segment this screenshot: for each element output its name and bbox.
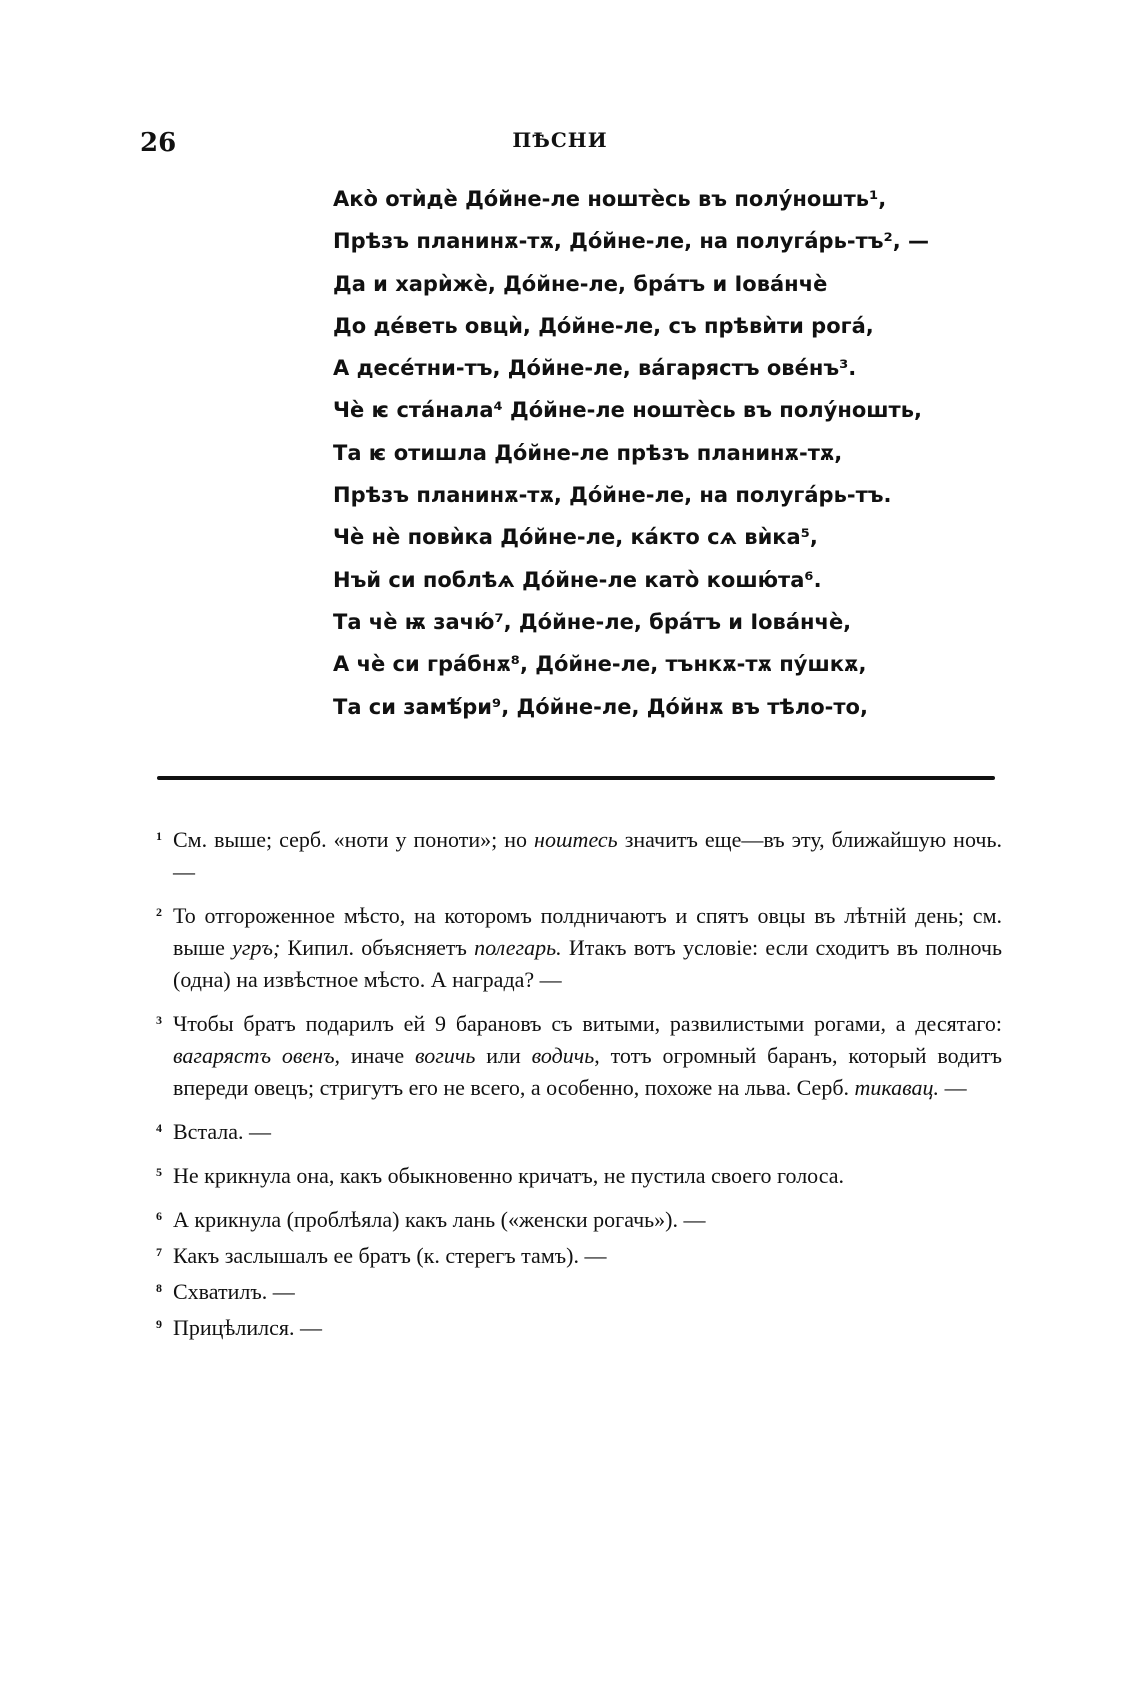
footnote-italic-term: тикавац.	[854, 1075, 940, 1100]
footnote	[156, 1116, 1002, 1148]
footnote-text: Чтобы братъ подарилъ ей 9 барановъ съ витыми, развилистыми рогами, а десятаго:	[173, 1011, 1002, 1036]
verse-line: Та си замѣ́ри⁹, До́йне-ле, До́йнѫ въ тѣло-то,	[333, 694, 868, 719]
verse-block	[333, 178, 933, 728]
footnote	[156, 824, 1002, 888]
footnote	[156, 1240, 1002, 1272]
footnote-text: Прицѣлился. —	[173, 1315, 322, 1340]
footnote	[156, 1204, 1002, 1236]
footnote-text: , тотъ огромный баранъ, который водитъ впереди овецъ; стригутъ его не всего, а особенно, похоже на льва. Серб.	[173, 1043, 1002, 1100]
verse-line: Да и харѝжѐ, До́йне-ле, брáтъ и Іова́нчѐ	[333, 271, 828, 296]
footnote-italic-term: вогичь	[414, 1043, 476, 1068]
footnote-text: Кипил. объясняетъ	[280, 935, 475, 960]
page-number: 26	[140, 128, 177, 158]
footnote-number: 3	[156, 1013, 162, 1027]
footnote-divider	[157, 776, 995, 780]
verse-line: Чѐ нѐ повѝка До́йне-ле, кáкто сѧ вѝка⁵,	[333, 525, 818, 550]
footnote-text: значитъ еще—въ эту, ближайшую ночь. —	[173, 827, 1002, 884]
footnote-text: Какъ заслышалъ ее братъ (к. стерегъ тамъ). —	[173, 1243, 607, 1268]
footnote	[156, 1312, 1002, 1344]
footnote-number: 9	[156, 1317, 162, 1331]
footnote-italic-term: угръ;	[232, 935, 281, 960]
verse-line: А десéтни-тъ, До́йне-ле, вáгарястъ овéнъ³.	[333, 356, 857, 381]
footnote-text: или	[475, 1043, 532, 1068]
footnote-text: То отгороженное мѣсто, на которомъ полдничаютъ и спятъ овцы въ лѣтній день; см. выше	[173, 903, 1002, 960]
running-head: ПѢСНИ	[512, 128, 608, 152]
verse-line: Ако̀ отѝдѐ До́йне-ле ноштѐсь въ полу́ношть¹,	[333, 187, 887, 211]
footnote-text: иначе	[340, 1043, 415, 1068]
footnote-text: См. выше; серб. «ноти у поноти»; но	[173, 827, 535, 852]
verse-line: Прѣзъ планинѫ-тѫ, До́йне-ле, на полугáрь-тъ², —	[333, 229, 930, 254]
footnote-text: Не крикнула она, какъ обыкновенно кричатъ, не пустила своего голоса.	[173, 1163, 845, 1188]
footnote-text: Встала. —	[173, 1119, 272, 1144]
verse-line: Та ѥ отишла До́йне-ле прѣзъ планинѫ-тѫ,	[333, 440, 843, 465]
footnote	[156, 1008, 1002, 1104]
footnote-italic-term: ноштесь	[534, 827, 618, 852]
verse-line: Чѐ ѥ стáнала⁴ До́йне-ле ноштѐсь въ полу́ношть,	[333, 398, 922, 423]
footnote	[156, 1276, 1002, 1308]
verse-line: А чѐ си грáбнѫ⁸, До́йне-ле, тънкѫ-тѫ пу́шкѫ,	[333, 652, 867, 677]
footnote	[156, 900, 1002, 996]
verse-line: Прѣзъ планинѫ-тѫ, До́йне-ле, на полугáрь-тъ.	[333, 483, 892, 508]
footnote-number: 6	[156, 1209, 162, 1223]
footnote-number: 5	[156, 1165, 162, 1179]
footnote-italic-term: водичь	[531, 1043, 595, 1068]
footnotes	[156, 824, 1002, 1348]
verse-line: До дéветь овцѝ, До́йне-ле, съ прѣвѝти рогá,	[333, 313, 874, 338]
footnote-italic-term: вагарястъ овенъ,	[173, 1043, 340, 1068]
footnote	[156, 1160, 1002, 1192]
footnote-number: 7	[156, 1245, 162, 1259]
footnote-number: 4	[156, 1121, 162, 1135]
verse-line: Та чѐ ѭ зачю́⁷, До́йне-ле, брáтъ и Іова́нчѐ,	[333, 609, 852, 634]
footnote-text: А крикнула (проблѣяла) какъ лань («женски рогачь»). —	[173, 1207, 706, 1232]
footnote-italic-term: полегарь.	[474, 935, 562, 960]
footnote-text: Итакъ вотъ условіе: если сходитъ въ полночь (одна) на извѣстное мѣсто. А награда? —	[173, 935, 1002, 992]
footnote-number: 2	[156, 905, 162, 919]
footnote-number: 1	[156, 829, 162, 843]
footnote-text: —	[939, 1075, 967, 1100]
footnote-text: Схватилъ. —	[173, 1279, 295, 1304]
footnote-number: 8	[156, 1281, 162, 1295]
verse-line: Нъй си поблѣѧ До́йне-ле катò кошю́та⁶.	[333, 567, 822, 592]
